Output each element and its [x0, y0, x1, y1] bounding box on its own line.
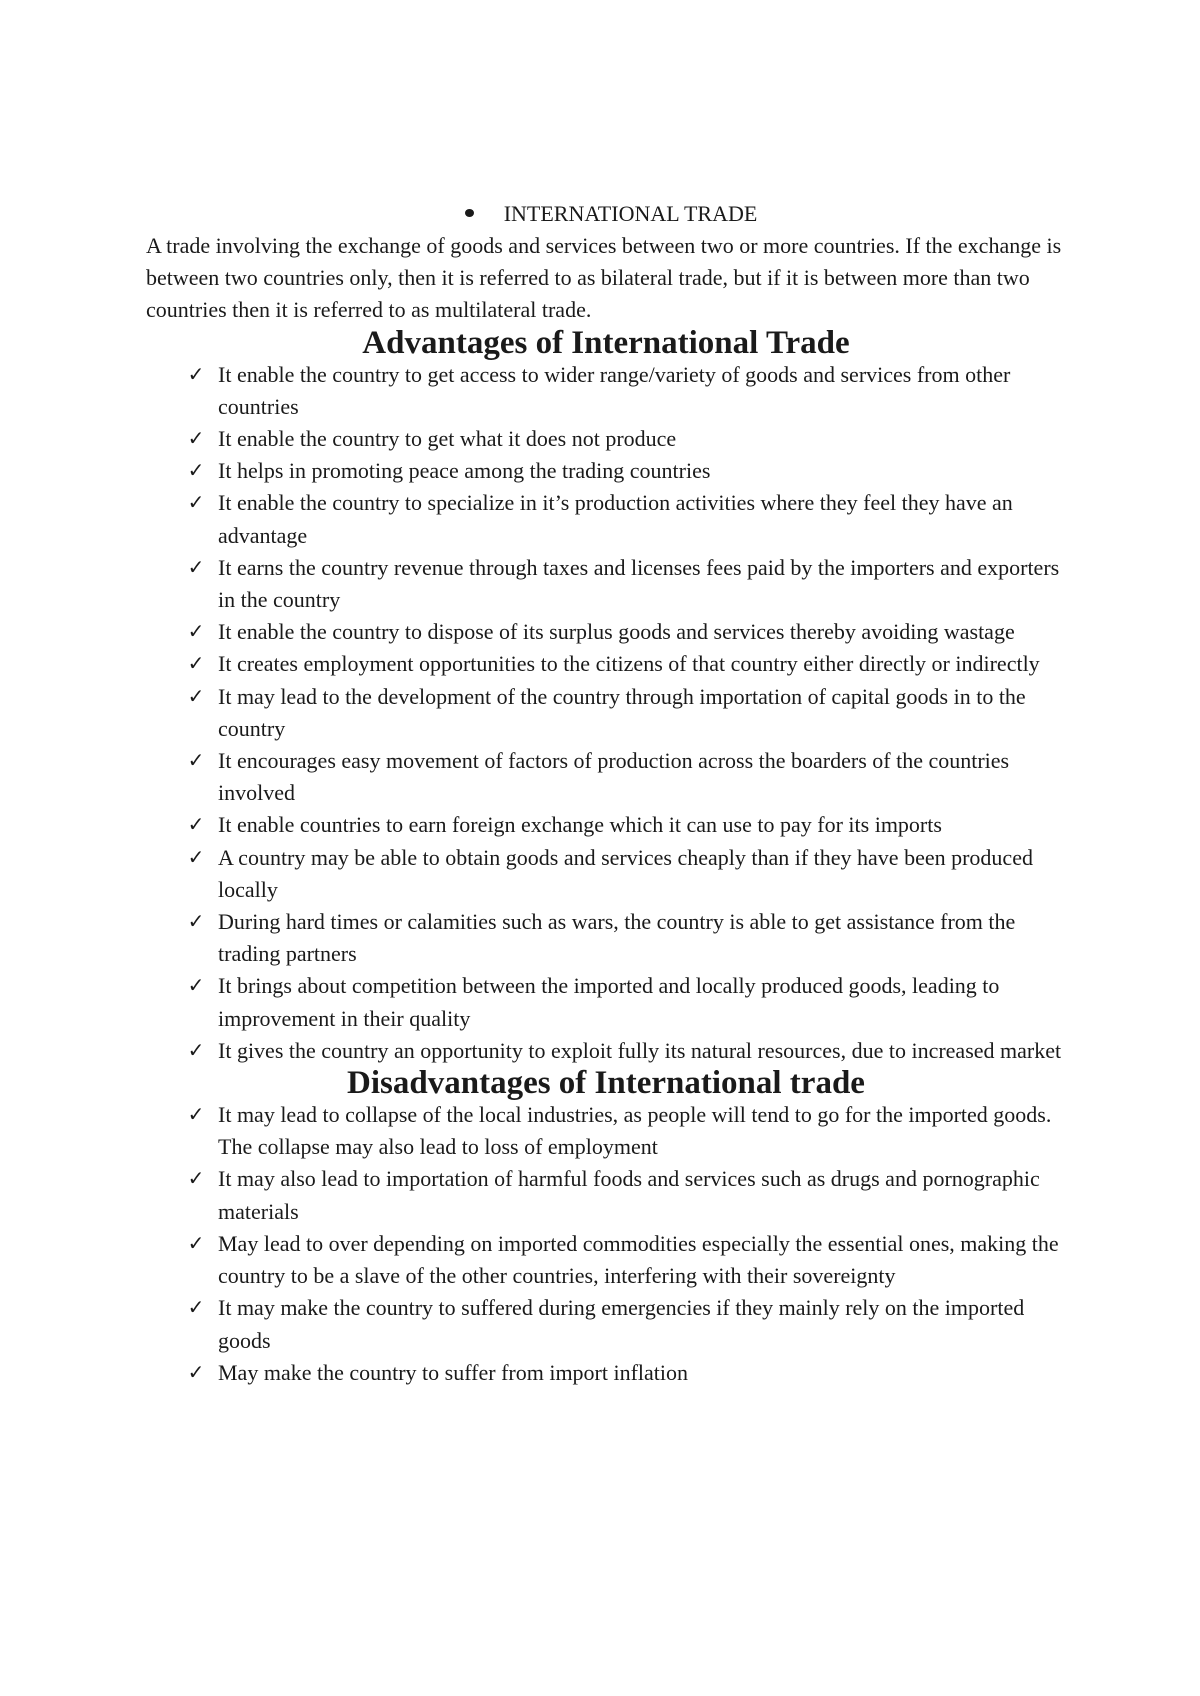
- list-item-text: It earns the country revenue through taxes and licenses fees paid by the importers and exporters in the country: [218, 554, 1060, 613]
- advantages-list: [146, 359, 1066, 1067]
- bullet-icon: [465, 209, 474, 217]
- list-item: [146, 842, 1066, 906]
- list-item-text: It enable the country to get access to wider range/variety of goods and services from other countries: [218, 361, 1011, 419]
- list-item: [146, 1035, 1066, 1067]
- check-icon: ✓: [187, 554, 205, 579]
- check-icon: ✓: [187, 748, 205, 773]
- check-icon: ✓: [187, 1166, 205, 1191]
- list-item-text: It enable countries to earn foreign exchange which it can use to pay for its imports: [218, 812, 942, 838]
- list-item: [146, 1357, 1066, 1389]
- list-item: [146, 423, 1066, 455]
- check-icon: ✓: [187, 1102, 205, 1127]
- page-title-text: INTERNATIONAL TRADE: [503, 201, 758, 226]
- intro-paragraph: A trade involving the exchange of goods and services between two or more countries. If the exchange is between two countries only, then it is referred to as bilateral trade, but if it is between more than two countries then it is referred to as multilateral trade.: [146, 233, 1062, 323]
- check-icon: ✓: [187, 844, 205, 869]
- list-item: [146, 809, 1066, 841]
- list-item: [146, 745, 1066, 809]
- list-item-text: It brings about competition between the imported and locally produced goods, leading to improvement in their quality: [218, 973, 1000, 1031]
- check-icon: ✓: [187, 426, 205, 451]
- list-item: [146, 681, 1066, 745]
- document-body: [146, 198, 1066, 1389]
- list-item-text: It encourages easy movement of factors of production across the boarders of the countries involved: [218, 748, 1010, 806]
- advantages-heading: Advantages of International Trade: [362, 324, 850, 361]
- list-item: [146, 906, 1066, 970]
- list-item-text: It enable the country to specialize in it’s production activities where they feel they have an advantage: [218, 490, 1013, 548]
- check-icon: ✓: [187, 458, 205, 483]
- list-item: [146, 487, 1066, 551]
- check-icon: ✓: [187, 490, 205, 515]
- list-item-text: It may lead to the development of the country through importation of capital goods in to the country: [218, 683, 1026, 741]
- list-item: [146, 616, 1066, 648]
- list-item: [146, 1099, 1066, 1163]
- list-item-text: It may make the country to suffered during emergencies if they mainly rely on the imported goods: [218, 1295, 1025, 1353]
- list-item-text: It may also lead to importation of harmful foods and services such as drugs and pornographic materials: [218, 1166, 1040, 1224]
- list-item-text: It enable the country to dispose of its surplus goods and services thereby avoiding wastage: [218, 619, 1015, 645]
- list-item: [146, 359, 1066, 423]
- list-item: [146, 455, 1066, 487]
- check-icon: ✓: [187, 909, 205, 934]
- list-item-text: It creates employment opportunities to the citizens of that country either directly or indirectly: [218, 651, 1040, 677]
- list-item-text: A country may be able to obtain goods and services cheaply than if they have been produced locally: [218, 844, 1033, 902]
- list-item-text: It enable the country to get what it does not produce: [218, 426, 677, 452]
- list-item-text: During hard times or calamities such as wars, the country is able to get assistance from the trading partners: [218, 909, 1016, 967]
- check-icon: ✓: [187, 651, 205, 676]
- check-icon: ✓: [187, 1359, 205, 1384]
- check-icon: ✓: [187, 619, 205, 644]
- list-item-text: May make the country to suffer from import inflation: [218, 1359, 689, 1385]
- check-icon: ✓: [187, 1037, 205, 1062]
- list-item: [146, 970, 1066, 1034]
- list-item: [146, 1292, 1066, 1356]
- disadvantages-list: [146, 1099, 1066, 1389]
- check-icon: ✓: [187, 1295, 205, 1320]
- check-icon: ✓: [187, 1230, 205, 1255]
- list-item-text: It may lead to collapse of the local industries, as people will tend to go for the imported goods. The collapse may also lead to loss of employment: [218, 1102, 1052, 1160]
- check-icon: ✓: [187, 973, 205, 998]
- list-item-text: May lead to over depending on imported commodities especially the essential ones, making the country to be a slave of the other countries, interfering with their sovereignty: [218, 1230, 1059, 1289]
- list-item-text: It gives the country an opportunity to exploit fully its natural resources, due to increased market: [218, 1037, 1062, 1063]
- check-icon: ✓: [187, 683, 205, 708]
- list-item: [146, 1228, 1066, 1292]
- list-item: [146, 552, 1066, 616]
- list-item-text: It helps in promoting peace among the trading countries: [218, 458, 711, 484]
- disadvantages-heading: Disadvantages of International trade: [347, 1065, 865, 1102]
- check-icon: ✓: [187, 812, 205, 837]
- check-icon: ✓: [187, 361, 205, 386]
- page-title: [146, 198, 1066, 230]
- list-item: [146, 648, 1066, 680]
- list-item: [146, 1163, 1066, 1227]
